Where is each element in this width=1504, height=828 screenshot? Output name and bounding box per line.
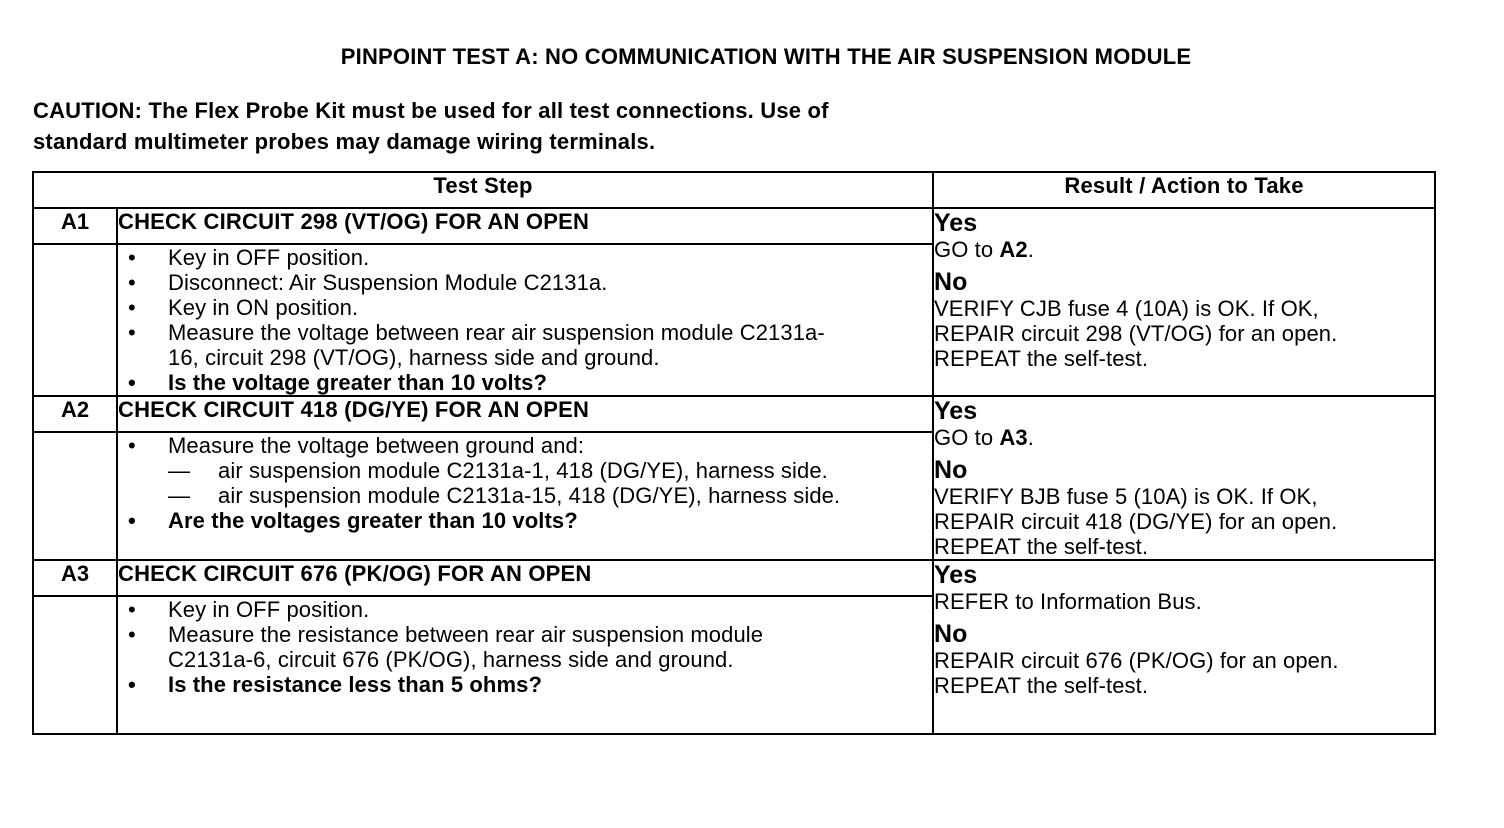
yes-action-text: GO to xyxy=(934,425,1000,450)
step-a1-heading-row xyxy=(33,208,1435,244)
step-id-a3: A3 xyxy=(33,560,117,596)
pinpoint-test-table xyxy=(32,171,1436,735)
step-id-spacer xyxy=(33,244,117,396)
yes-label: Yes xyxy=(934,209,978,237)
yes-action-suffix: . xyxy=(1027,425,1034,450)
yes-label: Yes xyxy=(934,397,978,425)
yes-action-suffix: . xyxy=(1027,237,1034,262)
list-item: • Key in OFF position. xyxy=(128,245,370,270)
no-label: No xyxy=(934,620,968,648)
list-item: • Measure the resistance between rear air suspension module C2131a-6, circuit 676 (PK/OG), harness side and ground. xyxy=(128,622,764,672)
caution-note xyxy=(33,95,993,157)
step-id-spacer xyxy=(33,432,117,560)
list-item: • Measure the voltage between ground and: — air suspension module C2131a-1, 418 (DG/YE), harness side. — air suspension module C2131a-15, 418 (DG/YE), harness side. xyxy=(118,433,932,508)
yes-target-step: A2 xyxy=(999,237,1028,262)
step-id-a1: A1 xyxy=(33,208,117,244)
step-question: • Is the resistance less than 5 ohms? xyxy=(128,672,542,697)
table-header-row xyxy=(33,172,1435,208)
yes-action-text: GO to xyxy=(934,237,1000,262)
no-action-line: VERIFY BJB fuse 5 (10A) is OK. If OK, xyxy=(934,484,1318,509)
list-item: • Measure the voltage between rear air suspension module C2131a-16, circuit 298 (VT/OG), harness side and ground. xyxy=(128,320,825,370)
yes-target-step: A3 xyxy=(999,425,1028,450)
step-id-spacer xyxy=(33,596,117,734)
result-header: Result / Action to Take xyxy=(933,172,1435,208)
no-action-line: VERIFY CJB fuse 4 (10A) is OK. If OK, xyxy=(934,296,1319,321)
step-body-a1 xyxy=(117,244,933,396)
yes-label: Yes xyxy=(934,561,978,589)
no-action-line: REPEAT the self-test. xyxy=(934,673,1149,698)
step-body-a3 xyxy=(117,596,933,734)
sub-list-item: — air suspension module C2131a-15, 418 (DG/YE), harness side. xyxy=(168,483,841,508)
step-a3-heading-row xyxy=(33,560,1435,596)
no-label: No xyxy=(934,456,968,484)
result-a2 xyxy=(933,396,1435,560)
step-body-a2 xyxy=(117,432,933,560)
yes-action xyxy=(934,425,1434,450)
no-action-line: REPAIR circuit 418 (DG/YE) for an open. xyxy=(934,509,1338,534)
no-action-line: REPEAT the self-test. xyxy=(934,346,1149,371)
no-label: No xyxy=(934,268,968,296)
step-a2-heading-row xyxy=(33,396,1435,432)
step-heading-a2: CHECK CIRCUIT 418 (DG/YE) FOR AN OPEN xyxy=(117,396,933,432)
list-item: • Key in OFF position. xyxy=(128,597,370,622)
result-a3 xyxy=(933,560,1435,734)
list-item: • Key in ON position. xyxy=(128,295,359,320)
no-action-line: REPAIR circuit 298 (VT/OG) for an open. xyxy=(934,321,1338,346)
caution-line-1: CAUTION: The Flex Probe Kit must be used for all test connections. Use of xyxy=(33,98,829,123)
step-question: • Are the voltages greater than 10 volts? xyxy=(128,508,578,533)
test-step-header: Test Step xyxy=(33,172,933,208)
sub-list-item: — air suspension module C2131a-1, 418 (DG/YE), harness side. xyxy=(168,458,828,483)
step-id-a2: A2 xyxy=(33,396,117,432)
list-item: • Disconnect: Air Suspension Module C2131a. xyxy=(128,270,608,295)
caution-line-2: standard multimeter probes may damage wiring terminals. xyxy=(33,129,656,154)
result-a1 xyxy=(933,208,1435,396)
yes-action: REFER to Information Bus. xyxy=(934,589,1202,614)
page-title: PINPOINT TEST A: NO COMMUNICATION WITH THE AIR SUSPENSION MODULE xyxy=(340,44,1192,69)
yes-action xyxy=(934,237,1434,262)
step-heading-a3: CHECK CIRCUIT 676 (PK/OG) FOR AN OPEN xyxy=(117,560,933,596)
no-action-line: REPAIR circuit 676 (PK/OG) for an open. xyxy=(934,648,1339,673)
step-question: • Is the voltage greater than 10 volts? xyxy=(128,370,548,395)
step-heading-a1: CHECK CIRCUIT 298 (VT/OG) FOR AN OPEN xyxy=(117,208,933,244)
no-action-line: REPEAT the self-test. xyxy=(934,534,1149,559)
